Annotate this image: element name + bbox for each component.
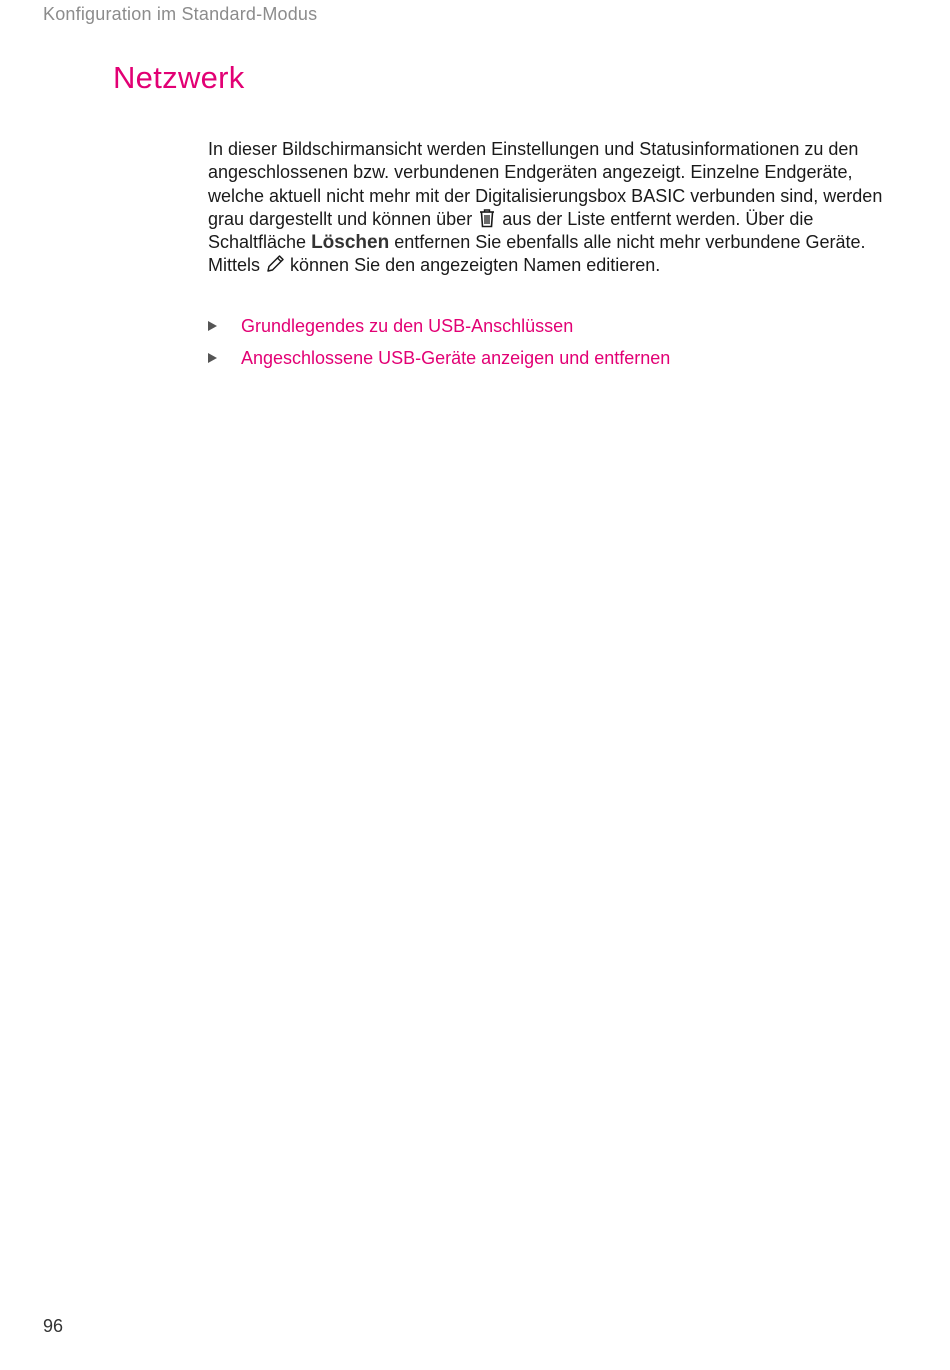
running-header: Konfiguration im Standard-Modus bbox=[43, 4, 318, 24]
body-text-part-4: können Sie den angezeigten Namen editieren. bbox=[285, 255, 661, 276]
page-number: 96 bbox=[43, 1316, 64, 1336]
link-usb-devices[interactable]: Angeschlossene USB-Geräte anzeigen und entfernen bbox=[241, 347, 671, 368]
body-paragraph bbox=[208, 138, 908, 278]
body-text-part-1: In dieser Bildschirmansicht werden Einstellungen und Statusinformationen zu den angeschlossenen bzw. verbundenen Endgeräten angezeigt. Einzelne Endgeräte, welche aktuell nicht mehr mit der Digitalisierungsbox BASIC verbunden sind, werden grau dargestellt und können über bbox=[208, 139, 883, 229]
body-text bbox=[208, 138, 908, 278]
section-title: Netzwerk bbox=[113, 60, 245, 95]
related-links bbox=[208, 310, 670, 374]
pencil-icon bbox=[265, 254, 285, 274]
link-usb-basics[interactable]: Grundlegendes zu den USB-Anschlüssen bbox=[241, 315, 574, 336]
body-text-part-2: aus der Liste entfernt werden. Über die Schaltfläche bbox=[208, 208, 814, 253]
body-text-part-3: entfernen Sie ebenfalls alle nicht mehr verbundene Geräte. Mittels bbox=[208, 232, 866, 276]
list-item bbox=[208, 310, 670, 342]
triangle-right-icon bbox=[208, 353, 217, 363]
list-item bbox=[208, 342, 670, 374]
trash-icon bbox=[477, 208, 497, 228]
delete-button-term: Löschen bbox=[311, 232, 390, 254]
triangle-right-icon bbox=[208, 321, 217, 331]
